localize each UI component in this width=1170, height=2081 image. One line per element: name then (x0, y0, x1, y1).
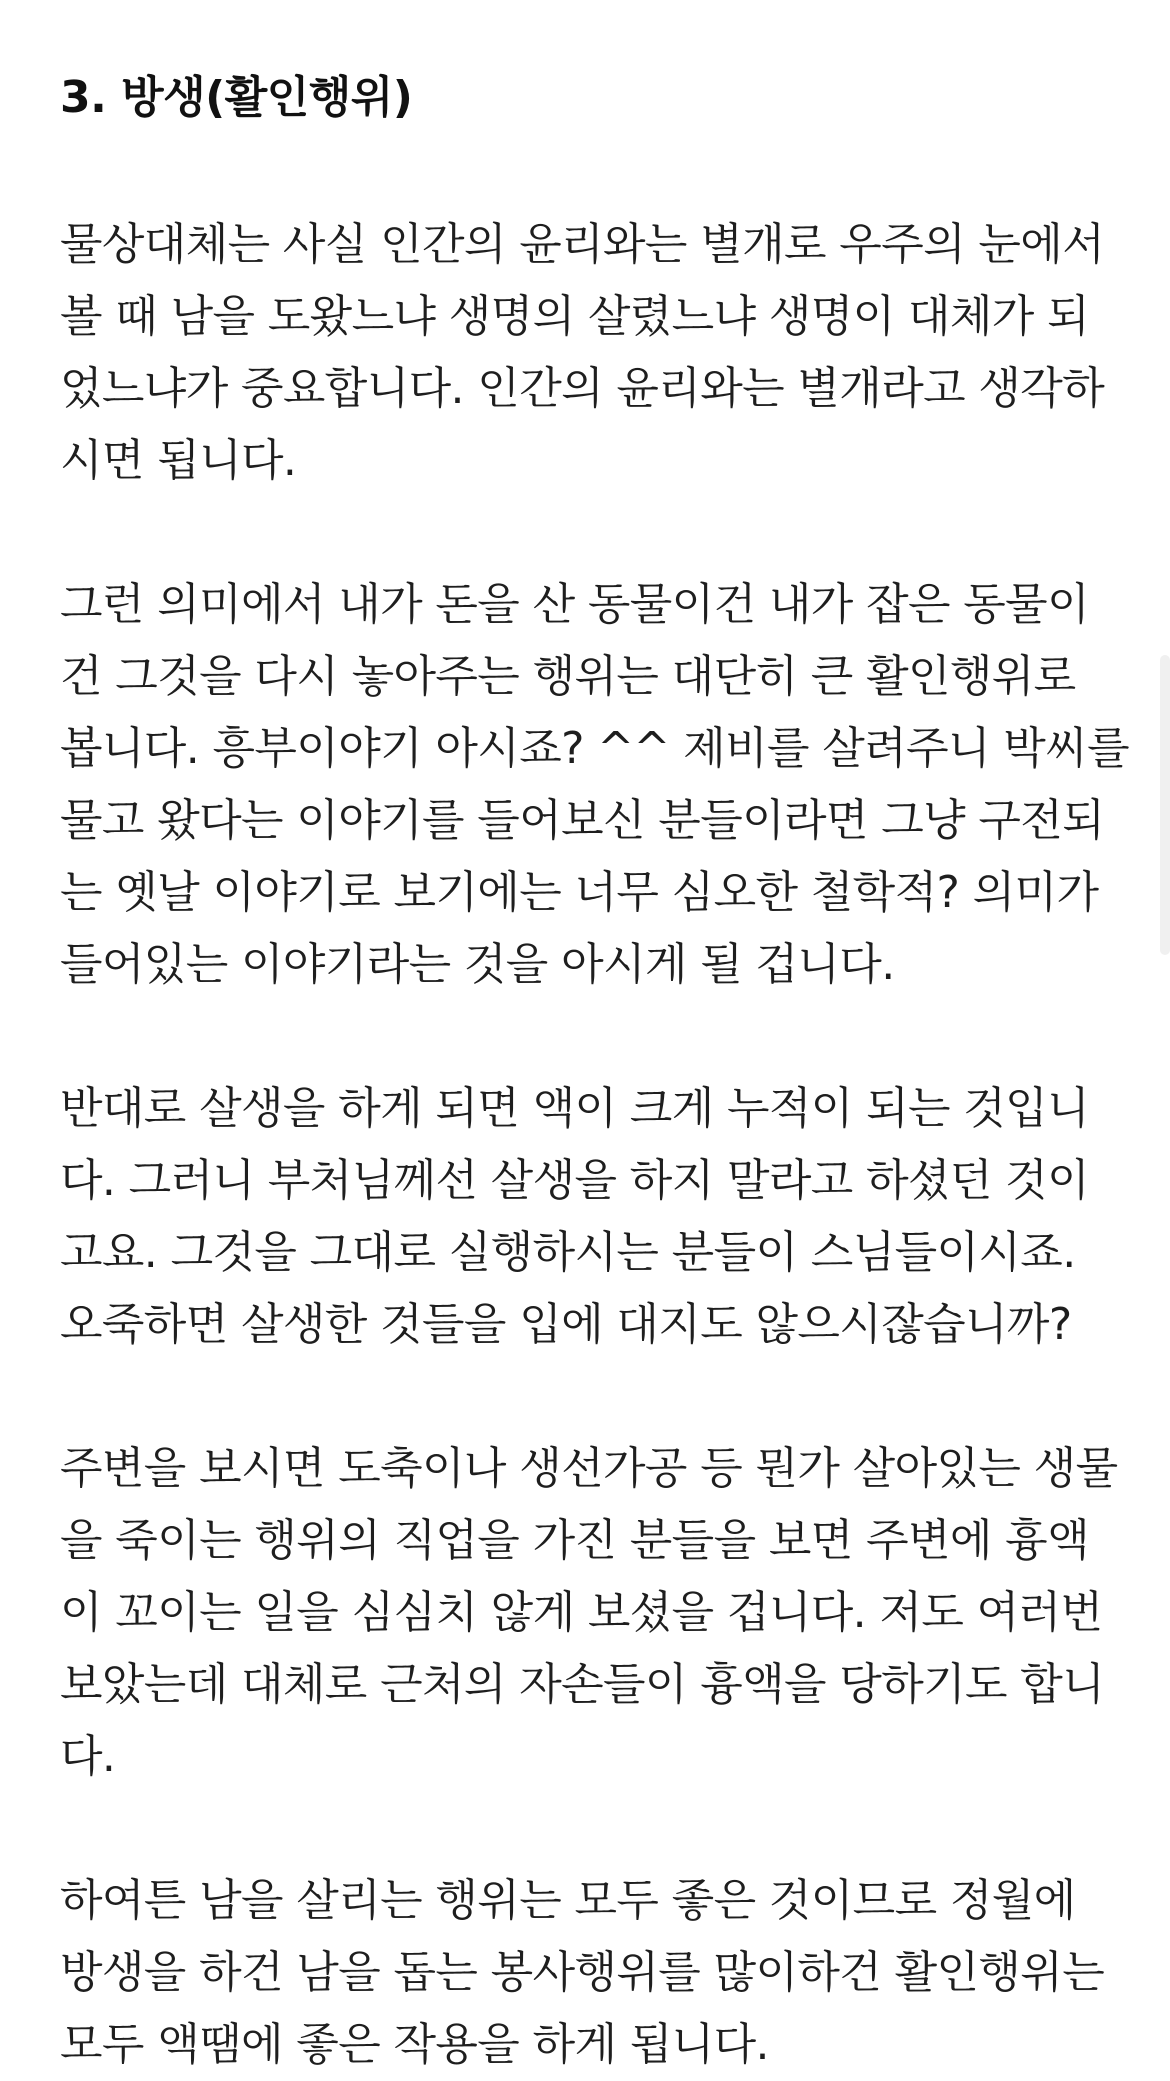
paragraph-line: 시면 됩니다. (60, 435, 297, 486)
paragraph-line: 주변을 보시면 도축이나 생선가공 등 뭔가 살아있는 생물 (60, 1443, 1118, 1494)
paragraph-line: 다. (60, 1731, 116, 1782)
paragraph-line: 볼 때 남을 도왔느냐 생명의 살렸느냐 생명이 대체가 되 (60, 291, 1089, 342)
paragraph-line: 들어있는 이야기라는 것을 아시게 될 겁니다. (60, 939, 895, 990)
paragraph-line: 건 그것을 다시 놓아주는 행위는 대단히 큰 활인행위로 (60, 651, 1076, 702)
paragraph-line: 보았는데 대체로 근처의 자손들이 흉액을 당하기도 합니 (60, 1659, 1105, 1710)
scrollbar-thumb[interactable] (1160, 655, 1170, 955)
paragraph-line: 그런 의미에서 내가 돈을 산 동물이건 내가 잡은 동물이 (60, 579, 1089, 630)
article-body (60, 62, 1129, 2081)
paragraph-line: 을 죽이는 행위의 직업을 가진 분들을 보면 주변에 흉액 (60, 1515, 1089, 1566)
paragraph-line: 모두 액땜에 좋은 작용을 하게 됩니다. (60, 2019, 769, 2070)
paragraph-line: 오죽하면 살생한 것들을 입에 대지도 않으시잖습니까? (60, 1299, 1072, 1350)
paragraph-line: 다. 그러니 부처님께선 살생을 하지 말라고 하셨던 것이 (60, 1155, 1089, 1206)
paragraph-line: 반대로 살생을 하게 되면 액이 크게 누적이 되는 것입니 (60, 1083, 1089, 1134)
paragraph-line: 고요. 그것을 그대로 실행하시는 분들이 스님들이시죠. (60, 1227, 1076, 1278)
paragraph-line: 방생을 하건 남을 돕는 봉사행위를 많이하건 활인행위는 (60, 1947, 1105, 1998)
paragraph-5 (60, 1865, 1120, 2081)
paragraph-line: 었느냐가 중요합니다. 인간의 윤리와는 별개라고 생각하 (60, 363, 1105, 414)
section-heading: 3. 방생(활인행위) (60, 72, 413, 123)
paragraph-1 (60, 209, 1120, 497)
paragraph-line: 물상대체는 사실 인간의 윤리와는 별개로 우주의 눈에서 (60, 219, 1105, 270)
paragraph-line: 물고 왔다는 이야기를 들어보신 분들이라면 그냥 구전되 (60, 795, 1105, 846)
paragraph-line: 이 꼬이는 일을 심심치 않게 보셨을 겁니다. 저도 여러번 (60, 1587, 1103, 1638)
paragraph-3 (60, 1073, 1120, 1361)
paragraph-line: 봅니다. 흥부이야기 아시죠? ^^ 제비를 살려주니 박씨를 (60, 723, 1129, 774)
paragraph-line: 하여튼 남을 살리는 행위는 모두 좋은 것이므로 정월에 (60, 1875, 1076, 1926)
paragraph-2 (60, 569, 1129, 1001)
paragraph-line: 는 옛날 이야기로 보기에는 너무 심오한 철학적? 의미가 (60, 867, 1099, 918)
paragraph-4 (60, 1433, 1120, 1793)
